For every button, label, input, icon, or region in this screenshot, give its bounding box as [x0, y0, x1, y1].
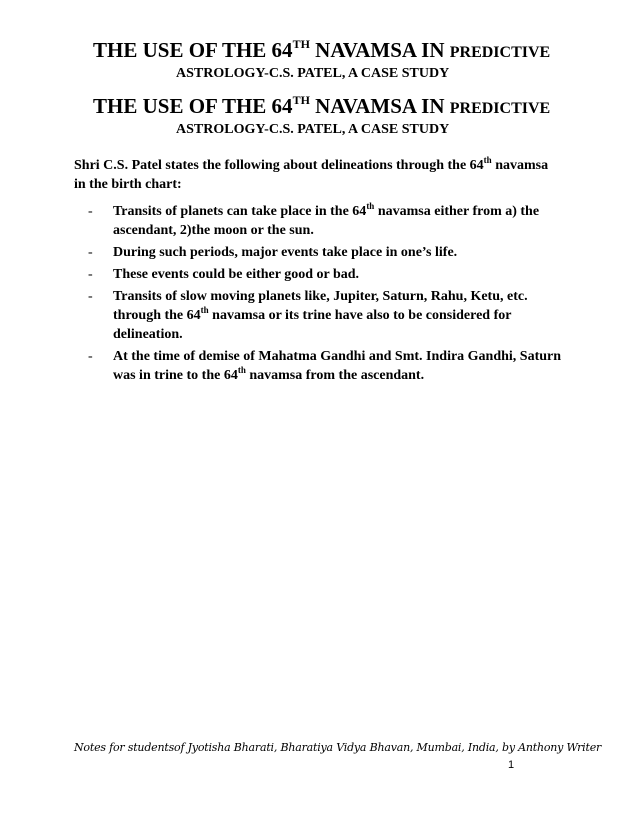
intro-text-before: Shri C.S. Patel states the following about delineations through the 64 — [74, 158, 484, 173]
bullet-dash: - — [88, 267, 93, 282]
footer-note: Notes for studentsof Jyotisha Bharati, Bharatiya Vidya Bhavan, Mumbai, India, by Anthony Writer — [74, 741, 602, 754]
bullet-text — [113, 287, 568, 344]
bullet-text-before: At the time of demise of Mahatma Gandhi and Smt. Indira Gandhi, Saturn was in trine to the 64 — [113, 349, 562, 383]
title-middle: NAVAMSA IN — [309, 94, 450, 118]
bullet-superscript: th — [237, 365, 246, 375]
title-middle: NAVAMSA IN — [309, 38, 450, 62]
bullet-text: During such periods, major events take place in one’s life. — [113, 245, 458, 260]
list-item — [88, 243, 568, 262]
title-tail: PREDICTIVE — [449, 100, 551, 117]
document-subtitle: ASTROLOGY-C.S. PATEL, A CASE STUDY — [176, 66, 450, 81]
bullet-dash: - — [88, 289, 93, 304]
intro-text-after: navamsa in the birth chart: — [74, 158, 549, 192]
bullet-text: These events could be either good or bad. — [113, 267, 360, 282]
list-item — [88, 287, 568, 344]
bullet-text-after: navamsa or its trine have also to be considered for delineation. — [113, 308, 512, 342]
document-title — [93, 94, 550, 121]
title-prefix: THE USE OF THE 64 — [93, 38, 293, 62]
bullet-dash: - — [88, 245, 93, 260]
bullet-text — [113, 347, 568, 385]
list-item — [88, 347, 568, 385]
bullet-dash: - — [88, 204, 93, 219]
bullet-text-before: Transits of planets can take place in the 64 — [113, 204, 367, 219]
bullet-dash: - — [88, 349, 93, 364]
bullet-text-after: navamsa from the ascendant. — [245, 368, 425, 383]
document-title — [93, 38, 550, 65]
bullet-text-before: Transits of slow moving planets like, Jupiter, Saturn, Rahu, Ketu, etc. through the 64 — [113, 289, 528, 323]
bullet-superscript: th — [366, 201, 375, 211]
bullet-text-after: navamsa either from a) the ascendant, 2)the moon or the sun. — [113, 204, 540, 238]
bullet-superscript: th — [200, 305, 209, 315]
title-superscript: TH — [292, 37, 310, 51]
document-subtitle: ASTROLOGY-C.S. PATEL, A CASE STUDY — [176, 122, 450, 137]
intro-superscript: th — [483, 155, 492, 165]
list-item — [88, 202, 568, 240]
title-prefix: THE USE OF THE 64 — [93, 94, 293, 118]
page-number: 1 — [508, 759, 515, 771]
intro-paragraph — [74, 156, 554, 194]
title-superscript: TH — [292, 93, 310, 107]
bullet-list — [88, 202, 568, 388]
list-item — [88, 265, 568, 284]
bullet-text — [113, 202, 568, 240]
title-tail: PREDICTIVE — [449, 44, 551, 61]
